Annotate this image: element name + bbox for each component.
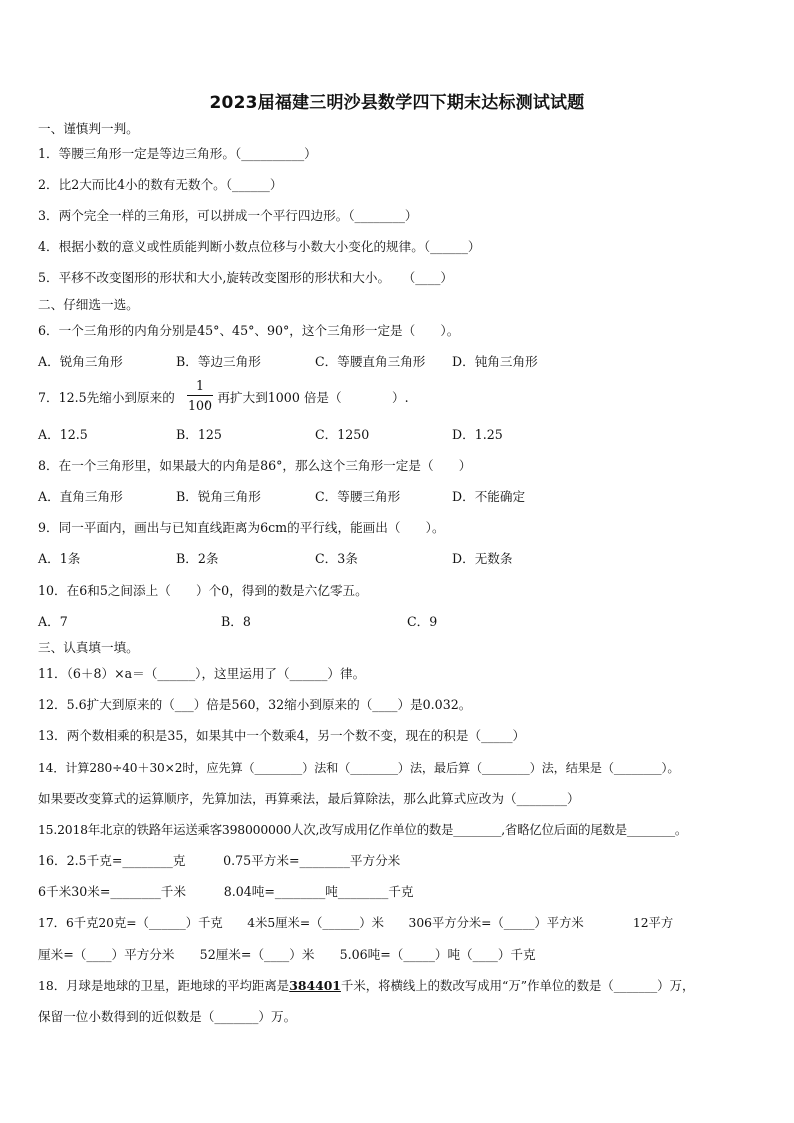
question-18-line-2: 保留一位小数得到的近似数是（_______）万。 <box>38 1009 297 1024</box>
option-c: C．9 <box>407 614 438 629</box>
option-a: A．1条 <box>38 551 81 566</box>
question-15: 15.2018年北京的铁路年运送乘客398000000人次,改写成用亿作单位的数是________,省略亿位后面的尾数是________。 <box>38 822 688 837</box>
question-18-text-end: 千米，将横线上的数改写成用“万”作单位的数是（_______）万， <box>340 978 695 993</box>
fraction-denominator: 100 <box>187 398 213 413</box>
option-c: C．等腰三角形 <box>315 489 401 504</box>
fraction-one-hundredth <box>186 378 214 413</box>
question-12: 12．5.6扩大到原来的（___）倍是560，32缩小到原来的（____）是0.032。 <box>38 697 472 712</box>
question-10: 10．在6和5之间添上（ ）个0，得到的数是六亿零五。 <box>38 583 368 598</box>
question-7-text-start: 7．12.5先缩小到原来的 <box>38 390 175 405</box>
question-4: 4．根据小数的意义或性质能判断小数点位移与小数大小变化的规律。（______） <box>38 239 481 254</box>
option-d: D．无数条 <box>452 551 513 566</box>
section-heading-judge: 一、谨慎判一判。 <box>38 121 139 136</box>
option-d: D．1.25 <box>452 427 503 442</box>
question-5: 5．平移不改变图形的形状和大小,旋转改变图形的形状和大小。 （____） <box>38 270 454 285</box>
question-8: 8．在一个三角形里，如果最大的内角是86°，那么这个三角形一定是（ ） <box>38 458 472 473</box>
question-18-line-1 <box>38 978 694 994</box>
question-17-line-1: 17．6千克20克=（______）千克 4米5厘米=（______）米 306平方分米=（_____）平方米 12平方 <box>38 916 674 930</box>
option-b: B．锐角三角形 <box>176 489 261 504</box>
section-heading-choose: 二、仔细选一选。 <box>38 297 139 312</box>
underlined-distance: 384401 <box>289 978 341 993</box>
option-a: A．锐角三角形 <box>38 354 123 369</box>
question-6: 6．一个三角形的内角分别是45°、45°、90°，这个三角形一定是（ ）。 <box>38 323 460 338</box>
question-16-line-1: 16．2.5千克=________克 0.75平方米=________平方分米 <box>38 853 401 868</box>
option-b: B．125 <box>176 427 222 442</box>
question-9: 9．同一平面内，画出与已知直线距离为6cm的平行线，能画出（ ）。 <box>38 520 445 535</box>
option-a: A．直角三角形 <box>38 489 123 504</box>
option-b: B．等边三角形 <box>176 354 261 369</box>
question-2: 2．比2大而比4小的数有无数个。（______） <box>38 177 283 192</box>
option-a: A．7 <box>38 614 68 629</box>
question-11: 11．（6＋8）×a＝（______），这里运用了（______）律。 <box>38 666 366 681</box>
question-14-line-1: 14．计算280÷40＋30×2时，应先算（________）法和（________）法，最后算（________）法，结果是（________）。 <box>38 761 680 775</box>
option-b: B．8 <box>221 614 251 629</box>
question-16-line-2: 6千米30米=________千米 8.04吨=________吨________千克 <box>38 884 414 899</box>
option-a: A．12.5 <box>38 427 88 442</box>
option-c: C．3条 <box>315 551 358 566</box>
option-c: C．1250 <box>315 427 370 442</box>
fraction-numerator: 1 <box>195 378 204 393</box>
question-3: 3．两个完全一样的三角形，可以拼成一个平行四边形。（________） <box>38 208 418 223</box>
option-c: C．等腰直角三角形 <box>315 354 426 369</box>
section-heading-fill: 三、认真填一填。 <box>38 640 139 655</box>
option-d: D．钝角三角形 <box>452 354 538 369</box>
fraction-bar <box>187 395 213 396</box>
page-title: 2023届福建三明沙县数学四下期末达标测试试题 <box>209 93 585 113</box>
question-14-line-2: 如果要改变算式的运算顺序，先算加法，再算乘法，最后算除法，那么此算式应改为（________） <box>38 791 580 806</box>
option-b: B．2条 <box>176 551 219 566</box>
question-17-line-2: 厘米=（____）平方分米 52厘米=（____）米 5.06吨=（_____）吨（____）千克 <box>38 947 536 962</box>
question-1: 1．等腰三角形一定是等边三角形。（__________） <box>38 146 317 161</box>
question-13: 13．两个数相乘的积是35，如果其中一个数乘4，另一个数不变，现在的积是（_____） <box>38 728 526 743</box>
question-7-text-end: ，再扩大到1000 倍是（ ）. <box>204 390 409 405</box>
option-d: D．不能确定 <box>452 489 526 504</box>
question-7 <box>38 390 409 406</box>
question-18-text-start: 18．月球是地球的卫星，距地球的平均距离是 <box>38 978 290 993</box>
